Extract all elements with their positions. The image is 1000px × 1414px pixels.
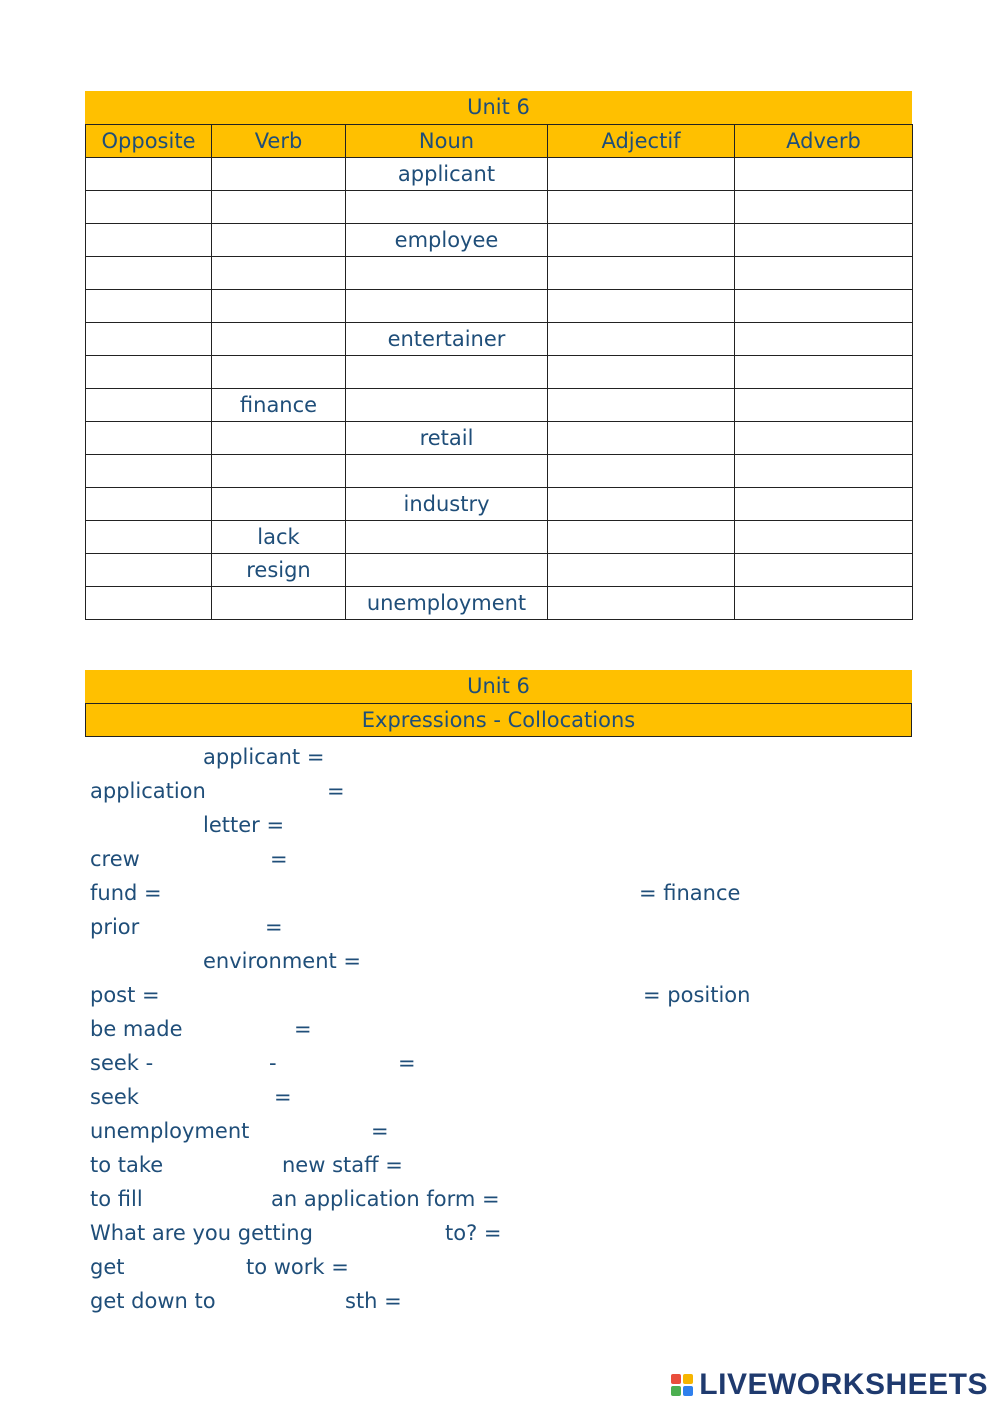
table-header-row <box>86 125 913 158</box>
table-row <box>86 422 913 455</box>
expression-text: letter = <box>203 813 285 837</box>
expression-line <box>90 1182 910 1216</box>
cell-adjectif[interactable] <box>548 323 735 356</box>
expression-text: = <box>398 1051 416 1075</box>
logo-blocks-icon <box>671 1374 693 1396</box>
cell-opposite[interactable] <box>86 158 212 191</box>
expression-text: to take <box>90 1153 164 1177</box>
cell-adjectif[interactable] <box>548 224 735 257</box>
expression-text: applicant = <box>203 745 325 769</box>
expressions-subtitle: Expressions - Collocations <box>85 703 912 737</box>
cell-verb[interactable] <box>212 290 346 323</box>
liveworksheets-logo <box>671 1368 988 1402</box>
expression-text: crew <box>90 847 140 871</box>
expression-text: application <box>90 779 206 803</box>
table-row <box>86 587 913 620</box>
expression-text: environment = <box>203 949 362 973</box>
table-row <box>86 290 913 323</box>
cell-verb[interactable] <box>212 356 346 389</box>
cell-verb: lack <box>212 521 346 554</box>
expression-text: fund = <box>90 881 162 905</box>
expression-line <box>90 1148 910 1182</box>
expression-text: post = <box>90 983 160 1007</box>
cell-opposite[interactable] <box>86 554 212 587</box>
expression-line <box>90 910 910 944</box>
cell-opposite[interactable] <box>86 224 212 257</box>
cell-verb: resign <box>212 554 346 587</box>
cell-adverb[interactable] <box>735 158 913 191</box>
cell-adjectif[interactable] <box>548 191 735 224</box>
expression-text: to? = <box>445 1221 502 1245</box>
cell-noun[interactable] <box>346 290 548 323</box>
expression-text: be made <box>90 1017 183 1041</box>
cell-adverb[interactable] <box>735 257 913 290</box>
cell-opposite[interactable] <box>86 356 212 389</box>
header-noun: Noun <box>346 125 548 158</box>
logo-text: LIVEWORKSHEETS <box>699 1368 988 1401</box>
cell-opposite[interactable] <box>86 488 212 521</box>
cell-opposite[interactable] <box>86 191 212 224</box>
cell-adjectif[interactable] <box>548 158 735 191</box>
expression-text: get down to <box>90 1289 216 1313</box>
expression-text: sth = <box>345 1289 402 1313</box>
expression-line <box>90 1046 910 1080</box>
cell-adjectif[interactable] <box>548 422 735 455</box>
cell-verb[interactable] <box>212 323 346 356</box>
expression-line <box>90 1012 910 1046</box>
cell-noun[interactable] <box>346 191 548 224</box>
cell-noun[interactable] <box>346 521 548 554</box>
cell-adjectif[interactable] <box>548 290 735 323</box>
cell-verb[interactable] <box>212 587 346 620</box>
word-formation-section <box>85 91 912 620</box>
expression-line <box>90 944 910 978</box>
expressions-title: Unit 6 <box>85 670 912 703</box>
cell-adverb[interactable] <box>735 488 913 521</box>
table-row <box>86 455 913 488</box>
header-adjectif: Adjectif <box>548 125 735 158</box>
cell-noun[interactable] <box>346 455 548 488</box>
expression-text: - <box>269 1051 277 1075</box>
expression-text: to fill <box>90 1187 143 1211</box>
expression-line <box>90 1284 910 1318</box>
cell-adverb[interactable] <box>735 224 913 257</box>
expression-text: seek - <box>90 1051 154 1075</box>
expression-text: = <box>327 779 345 803</box>
expression-text: = <box>265 915 283 939</box>
expression-text: unemployment <box>90 1119 250 1143</box>
cell-verb[interactable] <box>212 191 346 224</box>
table-row <box>86 356 913 389</box>
expression-text: = <box>294 1017 312 1041</box>
cell-opposite[interactable] <box>86 587 212 620</box>
expression-line <box>90 740 910 774</box>
table-row <box>86 389 913 422</box>
expression-line <box>90 774 910 808</box>
expression-text: = position <box>643 983 751 1007</box>
cell-adjectif[interactable] <box>548 356 735 389</box>
cell-noun: industry <box>346 488 548 521</box>
cell-verb[interactable] <box>212 158 346 191</box>
cell-noun[interactable] <box>346 356 548 389</box>
cell-opposite[interactable] <box>86 521 212 554</box>
expression-text: What are you getting <box>90 1221 313 1245</box>
expression-text: to work = <box>246 1255 349 1279</box>
cell-adverb[interactable] <box>735 290 913 323</box>
expression-text: = finance <box>639 881 741 905</box>
expression-line <box>90 842 910 876</box>
cell-adjectif[interactable] <box>548 554 735 587</box>
header-adverb: Adverb <box>735 125 913 158</box>
cell-opposite[interactable] <box>86 323 212 356</box>
cell-noun: applicant <box>346 158 548 191</box>
table-row <box>86 191 913 224</box>
expression-text: prior <box>90 915 140 939</box>
header-opposite: Opposite <box>86 125 212 158</box>
cell-opposite[interactable] <box>86 455 212 488</box>
cell-noun[interactable] <box>346 389 548 422</box>
cell-verb[interactable] <box>212 224 346 257</box>
cell-adjectif[interactable] <box>548 389 735 422</box>
cell-verb: finance <box>212 389 346 422</box>
cell-adverb[interactable] <box>735 521 913 554</box>
cell-noun: entertainer <box>346 323 548 356</box>
table-row <box>86 224 913 257</box>
expression-line <box>90 808 910 842</box>
cell-adverb[interactable] <box>735 455 913 488</box>
cell-adjectif[interactable] <box>548 521 735 554</box>
expression-text: = <box>274 1085 292 1109</box>
expression-line <box>90 1216 910 1250</box>
table-row <box>86 521 913 554</box>
cell-opposite[interactable] <box>86 257 212 290</box>
expression-text: new staff = <box>282 1153 403 1177</box>
cell-adverb[interactable] <box>735 422 913 455</box>
cell-opposite[interactable] <box>86 290 212 323</box>
expressions-list <box>90 740 910 1318</box>
cell-noun: employee <box>346 224 548 257</box>
expression-line <box>90 978 910 1012</box>
expressions-section <box>85 670 912 737</box>
expression-line <box>90 876 910 910</box>
table-row <box>86 158 913 191</box>
cell-opposite[interactable] <box>86 389 212 422</box>
cell-noun: unemployment <box>346 587 548 620</box>
header-verb: Verb <box>212 125 346 158</box>
expression-text: = <box>371 1119 389 1143</box>
cell-verb[interactable] <box>212 257 346 290</box>
cell-adverb[interactable] <box>735 389 913 422</box>
expression-text: get <box>90 1255 125 1279</box>
word-formation-title: Unit 6 <box>85 91 912 124</box>
cell-adjectif[interactable] <box>548 455 735 488</box>
cell-adjectif[interactable] <box>548 257 735 290</box>
cell-noun[interactable] <box>346 257 548 290</box>
expression-line <box>90 1080 910 1114</box>
cell-noun[interactable] <box>346 554 548 587</box>
cell-adverb[interactable] <box>735 356 913 389</box>
cell-adverb[interactable] <box>735 554 913 587</box>
expression-line <box>90 1114 910 1148</box>
cell-opposite[interactable] <box>86 422 212 455</box>
table-row <box>86 488 913 521</box>
expression-line <box>90 1250 910 1284</box>
cell-adverb[interactable] <box>735 323 913 356</box>
expression-text: = <box>270 847 288 871</box>
cell-adverb[interactable] <box>735 587 913 620</box>
expression-text: an application form = <box>271 1187 500 1211</box>
cell-noun: retail <box>346 422 548 455</box>
cell-adjectif[interactable] <box>548 587 735 620</box>
cell-verb[interactable] <box>212 422 346 455</box>
cell-adjectif[interactable] <box>548 488 735 521</box>
cell-verb[interactable] <box>212 488 346 521</box>
expression-text: seek <box>90 1085 139 1109</box>
cell-verb[interactable] <box>212 455 346 488</box>
table-row <box>86 323 913 356</box>
cell-adverb[interactable] <box>735 191 913 224</box>
table-row <box>86 257 913 290</box>
word-formation-table <box>85 124 913 620</box>
table-row <box>86 554 913 587</box>
